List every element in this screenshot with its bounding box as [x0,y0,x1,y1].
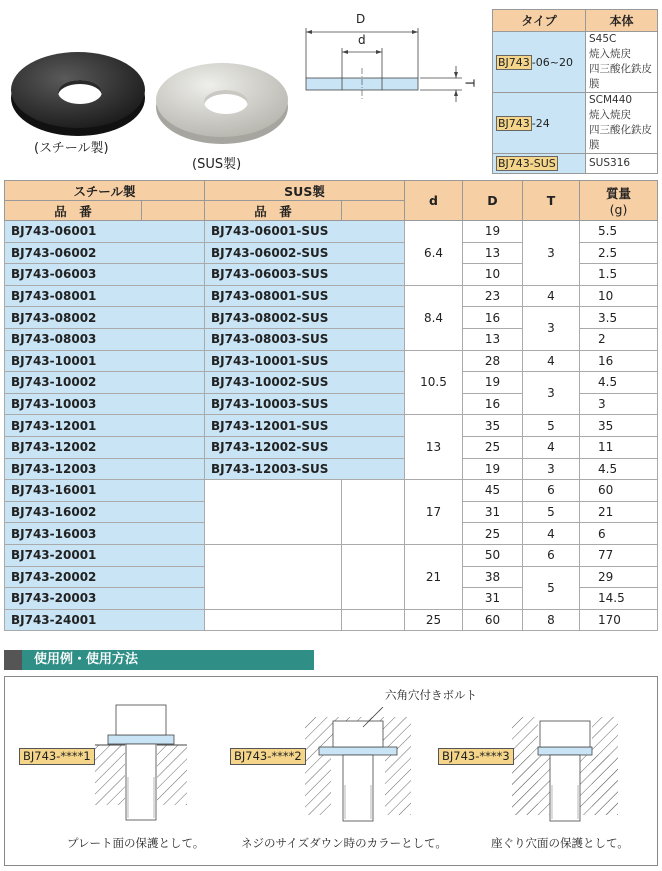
steel-blank-cell [142,328,205,350]
table-row [5,307,658,329]
steel-blank-cell [142,221,205,243]
steel-blank-cell [142,242,205,264]
table-row [5,609,658,631]
usage-title: 使用例・使用方法 [34,652,139,667]
sus-part-no-header: 品 番 [205,201,342,221]
steel-blank-cell [142,523,205,545]
sus-empty-cell [342,501,405,523]
usage-example-1-caption: プレート面の保護として。 [67,836,205,850]
steel-part-number: BJ743-12003 [5,458,142,480]
D-value: 25 [463,436,523,458]
T-value: 6 [523,544,580,566]
T-value: 3 [523,307,580,350]
sus-empty-cell [205,609,342,631]
d-value: 6.4 [405,221,463,286]
table-row [5,285,658,307]
usage-example-3-drawing [510,707,620,827]
type-suffix: -24 [531,116,550,130]
material-line: 四三酸化鉄皮膜 [589,124,652,151]
table-row [5,501,658,523]
mass-value: 6 [580,523,658,545]
steel-part-number: BJ743-16001 [5,480,142,502]
sus-part-number: BJ743-06002-SUS [205,242,342,264]
sus-part-number: BJ743-12002-SUS [205,436,342,458]
sus-part-number: BJ743-06001-SUS [205,221,342,243]
T-value: 6 [523,480,580,502]
steel-blank-cell [142,458,205,480]
d-value: 25 [405,609,463,631]
material-line: 四三酸化鉄皮膜 [589,63,652,90]
material-line: SCM440 [589,94,633,106]
mass-value: 16 [580,350,658,372]
sus-blank-header [342,201,405,221]
sus-part-number: BJ743-12001-SUS [205,415,342,437]
sus-blank-cell [342,415,405,437]
mass-unit: (g) [609,202,628,217]
D-value: 60 [463,609,523,631]
body-cell [586,154,658,174]
usage-example-1-drawing [90,697,200,827]
type-cell [493,154,586,174]
steel-part-number: BJ743-24001 [5,609,142,631]
steel-part-number: BJ743-08002 [5,307,142,329]
d-value: 10.5 [405,350,463,415]
mass-value: 10 [580,285,658,307]
steel-blank-header [142,201,205,221]
material-line: S45C [589,33,617,45]
table-row [5,350,658,372]
sus-header: SUS製 [205,181,405,201]
steel-part-number: BJ743-10002 [5,372,142,394]
steel-blank-cell [142,501,205,523]
table-row [5,415,658,437]
D-value: 23 [463,285,523,307]
type-code: BJ743 [498,55,530,69]
sus-part-number: BJ743-10001-SUS [205,350,342,372]
mass-value: 3.5 [580,307,658,329]
sus-blank-cell [342,307,405,329]
D-value: 13 [463,328,523,350]
type-material-table [492,9,658,174]
usage-example-2-drawing [303,707,413,827]
usage-example-2-label: BJ743-****2 [230,748,306,765]
mass-value: 14.5 [580,588,658,610]
T-value: 4 [523,350,580,372]
D-header: D [463,181,523,221]
sus-part-number: BJ743-08003-SUS [205,328,342,350]
spec-table [4,180,658,631]
steel-part-number: BJ743-20002 [5,566,142,588]
D-value: 25 [463,523,523,545]
sus-part-number: BJ743-12003-SUS [205,458,342,480]
T-value: 5 [523,415,580,437]
table-row [5,458,658,480]
steel-blank-cell [142,415,205,437]
mass-value: 35 [580,415,658,437]
D-value: 16 [463,393,523,415]
table-row [5,566,658,588]
steel-blank-cell [142,480,205,502]
dim-d-label: d [358,33,366,47]
table-row [5,523,658,545]
sus-empty-cell [342,544,405,566]
sus-empty-cell [342,566,405,588]
steel-part-number: BJ743-20003 [5,588,142,610]
D-value: 35 [463,415,523,437]
d-value: 13 [405,415,463,480]
dimension-drawing [296,8,486,118]
steel-blank-cell [142,285,205,307]
T-header: T [523,181,580,221]
table-row [5,480,658,502]
sus-blank-cell [342,328,405,350]
steel-part-no-header: 品 番 [5,201,142,221]
usage-example-2-caption: ネジのサイズダウン時のカラーとして。 [241,836,447,850]
body-header: 本体 [586,10,658,32]
table-row [5,372,658,394]
type-code: BJ743 [498,116,530,130]
d-value: 8.4 [405,285,463,350]
D-value: 50 [463,544,523,566]
sus-empty-cell [205,501,342,523]
mass-value: 2.5 [580,242,658,264]
dim-T-label: T [462,79,477,87]
sus-blank-cell [342,285,405,307]
mass-value: 4.5 [580,372,658,394]
sus-part-number: BJ743-10002-SUS [205,372,342,394]
mass-value: 170 [580,609,658,631]
D-value: 38 [463,566,523,588]
sus-washer-photo [150,55,290,150]
material-line: 焼入焼戻 [589,109,631,121]
D-value: 28 [463,350,523,372]
sus-blank-cell [342,436,405,458]
steel-header: スチール製 [5,181,205,201]
steel-part-number: BJ743-12001 [5,415,142,437]
material-line: SUS316 [589,157,631,169]
sus-empty-cell [205,480,342,502]
steel-part-number: BJ743-20001 [5,544,142,566]
sus-empty-cell [205,566,342,588]
sus-blank-cell [342,242,405,264]
steel-blank-cell [142,609,205,631]
D-value: 45 [463,480,523,502]
sus-part-number: BJ743-06003-SUS [205,264,342,286]
T-value: 3 [523,458,580,480]
mass-value: 21 [580,501,658,523]
type-code: BJ743-SUS [498,157,556,170]
steel-blank-cell [142,393,205,415]
mass-header [580,181,658,221]
D-value: 16 [463,307,523,329]
usage-box [4,676,658,866]
sus-blank-cell [342,264,405,286]
type-header: タイプ [493,10,586,32]
d-value: 17 [405,480,463,545]
sus-empty-cell [342,523,405,545]
steel-part-number: BJ743-16002 [5,501,142,523]
sus-part-number: BJ743-10003-SUS [205,393,342,415]
D-value: 19 [463,458,523,480]
T-value: 4 [523,523,580,545]
mass-value: 11 [580,436,658,458]
d-header: d [405,181,463,221]
sus-caption: (SUS製) [192,157,242,172]
steel-part-number: BJ743-12002 [5,436,142,458]
table-row [5,436,658,458]
mass-value: 1.5 [580,264,658,286]
sus-part-number: BJ743-08001-SUS [205,285,342,307]
mass-value: 4.5 [580,458,658,480]
T-value: 5 [523,501,580,523]
steel-part-number: BJ743-16003 [5,523,142,545]
steel-washer-photo [6,40,146,140]
steel-blank-cell [142,588,205,610]
sus-empty-cell [342,588,405,610]
D-value: 31 [463,588,523,610]
steel-blank-cell [142,350,205,372]
steel-part-number: BJ743-06002 [5,242,142,264]
sus-empty-cell [205,588,342,610]
material-line: 焼入焼戻 [589,48,631,60]
T-value: 4 [523,285,580,307]
D-value: 13 [463,242,523,264]
T-value: 3 [523,221,580,286]
steel-blank-cell [142,566,205,588]
steel-part-number: BJ743-06001 [5,221,142,243]
type-suffix: -06~20 [531,55,573,69]
T-value: 8 [523,609,580,631]
dim-D-label: D [356,12,366,26]
T-value: 5 [523,566,580,609]
usage-example-3-label: BJ743-****3 [438,748,514,765]
body-cell [586,32,658,93]
body-cell [586,93,658,154]
mass-value: 60 [580,480,658,502]
type-cell [493,32,586,93]
sus-blank-cell [342,458,405,480]
sus-empty-cell [342,609,405,631]
mass-value: 77 [580,544,658,566]
T-value: 4 [523,436,580,458]
mass-label: 質量 [605,186,631,201]
steel-caption: (スチール製) [34,141,109,156]
steel-part-number: BJ743-06003 [5,264,142,286]
mass-value: 29 [580,566,658,588]
D-value: 19 [463,372,523,394]
sus-empty-cell [342,480,405,502]
d-value: 21 [405,544,463,609]
usage-example-1-label: BJ743-****1 [19,748,95,765]
D-value: 10 [463,264,523,286]
D-value: 31 [463,501,523,523]
usage-section-header [4,650,314,670]
steel-blank-cell [142,544,205,566]
mass-value: 5.5 [580,221,658,243]
sus-blank-cell [342,350,405,372]
D-value: 19 [463,221,523,243]
mass-value: 3 [580,393,658,415]
steel-blank-cell [142,372,205,394]
steel-blank-cell [142,436,205,458]
table-row [5,544,658,566]
sus-empty-cell [205,544,342,566]
sus-blank-cell [342,393,405,415]
steel-blank-cell [142,264,205,286]
sus-blank-cell [342,372,405,394]
steel-part-number: BJ743-10003 [5,393,142,415]
steel-part-number: BJ743-10001 [5,350,142,372]
T-value: 3 [523,372,580,415]
steel-blank-cell [142,307,205,329]
sus-part-number: BJ743-08002-SUS [205,307,342,329]
usage-example-3-caption: 座ぐり穴面の保護として。 [491,836,629,850]
bolt-label: 六角穴付きボルト [385,688,477,702]
steel-part-number: BJ743-08001 [5,285,142,307]
type-cell [493,93,586,154]
table-row [5,221,658,243]
sus-empty-cell [205,523,342,545]
mass-value: 2 [580,328,658,350]
steel-part-number: BJ743-08003 [5,328,142,350]
sus-blank-cell [342,221,405,243]
